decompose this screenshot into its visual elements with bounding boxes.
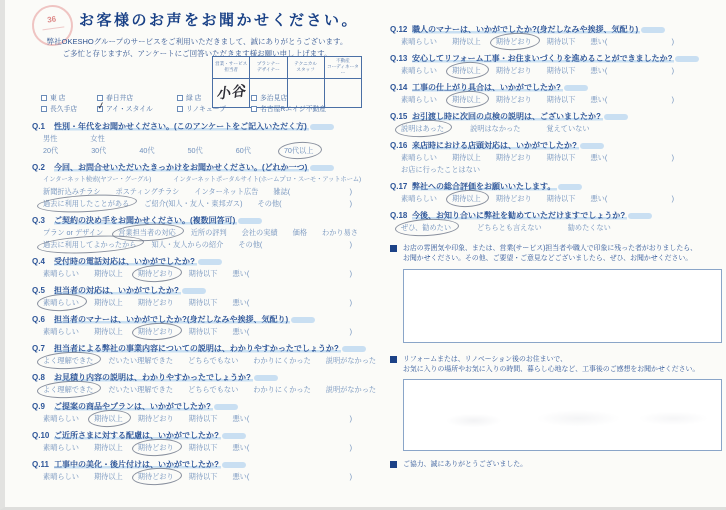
option: わかりにくかった — [253, 356, 311, 365]
question-number: Q.9 — [32, 402, 45, 411]
option: 期待どおり — [495, 194, 532, 203]
option: 悪い( — [232, 269, 250, 278]
option-row — [390, 193, 722, 205]
option-circled: 過去に利用してよかったから — [43, 240, 137, 249]
branch-label: 長久手店 — [50, 106, 78, 113]
highlight-swash — [214, 404, 238, 410]
branch-checkboxes — [41, 93, 326, 115]
option-circled: よく理解できた — [43, 385, 94, 394]
branch-row — [41, 104, 326, 115]
highlight-swash — [254, 375, 278, 381]
question-number: Q.17 — [390, 182, 408, 191]
stamp-number: 36 — [46, 14, 57, 25]
question-title: 性別・年代をお聞かせください。(このアンケートをご記入いただく方) — [54, 122, 307, 131]
option: ) — [671, 194, 674, 203]
staff-header-label: スタッフ — [296, 67, 315, 73]
option: ) — [349, 269, 352, 278]
option-circled: 過去に利用したことがある — [43, 199, 130, 208]
branch-option — [177, 104, 251, 115]
option: 価格 — [292, 228, 308, 237]
option: 期待以下 — [188, 269, 218, 278]
staff-header-label: 営業・サービス — [215, 61, 248, 67]
option: 期待以下 — [188, 472, 218, 481]
option: 会社の実績 — [241, 228, 278, 237]
highlight-swash — [641, 27, 665, 33]
question-number: Q.6 — [32, 315, 45, 324]
option: 素晴らしい — [401, 95, 437, 104]
option-circled: 期待以上 — [93, 414, 123, 423]
comment-header-text — [403, 244, 697, 265]
option: ) — [671, 66, 674, 75]
option: 40代 — [139, 146, 155, 155]
branch-label: アイ・スタイル — [106, 106, 153, 113]
option: 期待以下 — [546, 37, 576, 46]
option: 20代 — [43, 146, 59, 155]
option: 悪い( — [232, 414, 250, 423]
comment-header-line: お聞かせください。その他、ご要望・ご意見などございましたら、ぜひ、お聞かせください。 — [403, 255, 693, 263]
branch-label: 緑 店 — [186, 95, 202, 102]
branch-label: リノキューブ — [186, 106, 226, 113]
question-title-row — [32, 459, 378, 471]
highlight-swash — [342, 346, 366, 352]
option: 悪い( — [232, 327, 250, 336]
option: 悪い( — [232, 472, 250, 481]
highlight-swash — [238, 218, 262, 224]
option: 素晴らしい — [401, 153, 437, 162]
questions-right — [390, 24, 722, 234]
question-title: ご提案の商品やプランは、いかがでしたか? — [54, 402, 211, 411]
checkbox[interactable] — [177, 95, 183, 101]
question-q15 — [390, 111, 722, 135]
thanks-text: ご協力、誠にありがとうございました。 — [403, 461, 528, 469]
question-title: 受付時の電話対応は、いかがでしたか? — [54, 257, 195, 266]
highlight-swash — [222, 433, 246, 439]
option-row — [390, 152, 722, 164]
option-row — [32, 297, 378, 309]
question-title: 来店時における店頭対応は、いかがでしたか? — [412, 141, 577, 150]
square-bullet-icon — [390, 461, 397, 468]
option-row — [32, 198, 378, 210]
option: お店に行ったことはない — [401, 165, 481, 174]
option: ) — [349, 187, 352, 196]
question-title-row — [390, 140, 722, 152]
question-title: 今回、お問合せいただいたきっかけをお聞かせください。(どれか一つ) — [54, 163, 308, 172]
branch-label: 名古屋Rエイジ不動産 — [260, 106, 327, 113]
option-circled: 期待どおり — [137, 443, 174, 452]
option: 悪い( — [590, 194, 608, 203]
highlight-swash — [628, 213, 652, 219]
question-title: 安心してリフォーム工事・お住まいづくりを進めることができましたか? — [412, 54, 673, 63]
question-q2 — [32, 162, 378, 210]
question-title-row — [390, 82, 722, 94]
question-title-row — [32, 430, 378, 442]
question-q9 — [32, 401, 378, 425]
branch-option — [251, 93, 326, 104]
option-circled: 期待以上 — [451, 194, 481, 203]
question-title: ご契約の決め手をお聞かせください。(複数回答可) — [54, 216, 236, 225]
option: 期待以下 — [188, 327, 218, 336]
option: どちらとも言えない — [477, 223, 542, 232]
option-row — [32, 384, 378, 396]
option-row — [32, 145, 378, 157]
question-title: お見積り内容の説明は、わかりやすかったでしょうか? — [54, 373, 251, 382]
staff-header-label: テクニカル — [294, 61, 317, 67]
branch-label: 春日井店 — [106, 95, 134, 102]
checkbox[interactable] — [177, 106, 183, 112]
option: 期待以下 — [188, 414, 218, 423]
option-row — [390, 222, 722, 234]
question-q3 — [32, 215, 378, 251]
question-title: 担当者の対応は、いかがでしたか? — [54, 286, 179, 295]
question-q12 — [390, 24, 722, 48]
question-title: 工事中の美化・後片付けは、いかがでしたか? — [54, 460, 219, 469]
highlight-swash — [182, 288, 206, 294]
option: ) — [349, 240, 352, 249]
staff-header-label: プランナー — [256, 61, 280, 67]
question-number: Q.15 — [390, 112, 408, 121]
option: インターネットポータルサイト(ホームプロ・スーモ・アットホーム) — [173, 176, 361, 183]
highlight-swash — [198, 259, 222, 265]
option: どちらでもない — [188, 356, 239, 365]
option: 素晴らしい — [43, 472, 79, 481]
comment-header-line: お気に入りの場所やお気に入りの時間、暮らし心地など、工事後のご感想をお聞かせください。 — [403, 366, 700, 374]
staff-header-label: 不動産 — [335, 58, 350, 63]
option-row — [390, 164, 722, 176]
option: わかり易さ — [322, 228, 358, 237]
option: 悪い( — [590, 66, 608, 75]
option: 期待以下 — [546, 95, 576, 104]
checkbox[interactable] — [251, 95, 257, 101]
branch-row — [41, 93, 326, 104]
option: ) — [349, 472, 352, 481]
option: わかりにくかった — [253, 385, 311, 394]
option: 期待以上 — [451, 37, 481, 46]
option-row — [32, 133, 378, 145]
option: インターネット広告 — [194, 187, 259, 196]
highlight-swash — [291, 317, 315, 323]
intro-line-1: 弊社OKESHOグループのサービスをご利用いただきまして、誠にありがとうございます。 — [46, 37, 348, 46]
highlight-swash — [558, 184, 582, 190]
question-title: ご近所さまに対する配慮は、いかがでしたか? — [54, 431, 219, 440]
option: 期待以下 — [546, 153, 576, 162]
option-circled: 期待どおり — [137, 327, 174, 336]
option: 雑誌( — [273, 187, 291, 196]
question-number: Q.3 — [32, 216, 45, 225]
option: 悪い( — [590, 153, 608, 162]
branch-option — [41, 93, 97, 104]
question-number: Q.16 — [390, 141, 408, 150]
option: 悪い( — [232, 443, 250, 452]
branch-option — [97, 93, 177, 104]
square-bullet-icon — [390, 245, 397, 252]
question-q7 — [32, 343, 378, 367]
question-title-row — [390, 53, 722, 65]
option-row — [32, 326, 378, 338]
question-q18 — [390, 210, 722, 234]
option: 期待以上 — [93, 443, 123, 452]
staff-col-technical — [287, 57, 324, 79]
question-number: Q.2 — [32, 163, 45, 172]
option: 期待どおり — [495, 66, 532, 75]
question-number: Q.4 — [32, 257, 45, 266]
option-row — [32, 174, 378, 186]
question-number: Q.1 — [32, 122, 45, 131]
option: ) — [671, 37, 674, 46]
question-title-row — [390, 181, 722, 193]
option: ご紹介(知人・友人・東邦ガス) — [144, 199, 243, 208]
checkbox[interactable] — [251, 106, 257, 112]
highlight-swash — [564, 85, 588, 91]
option-circled: 説明はあった — [401, 124, 445, 133]
staff-col-planner — [250, 57, 287, 79]
option-row — [32, 442, 378, 454]
option: その他( — [238, 240, 263, 249]
option: 期待どおり — [137, 298, 174, 307]
option: 素晴らしい — [401, 194, 437, 203]
option: 素晴らしい — [43, 443, 79, 452]
option: 女性 — [90, 134, 105, 143]
option-circled: ぜひ、勧めたい — [401, 223, 452, 232]
question-number: Q.11 — [32, 460, 49, 469]
question-q16 — [390, 140, 722, 176]
question-title: 今後、お知り合いに弊社を勧めていただけますでしょうか? — [412, 211, 626, 220]
option: 30代 — [91, 146, 107, 155]
option: 期待以下 — [546, 194, 576, 203]
question-number: Q.18 — [390, 211, 408, 220]
option: 50代 — [187, 146, 203, 155]
option-circled: 素晴らしい — [43, 298, 79, 307]
question-title-row — [32, 215, 378, 227]
question-number: Q.10 — [32, 431, 50, 440]
option: 素晴らしい — [43, 269, 79, 278]
option-row — [32, 268, 378, 280]
option-circled: よく理解できた — [43, 356, 94, 365]
option: 悪い( — [590, 37, 608, 46]
comment-header-text — [403, 355, 699, 376]
question-q4 — [32, 256, 378, 280]
highlight-swash — [310, 165, 334, 171]
option-row — [32, 471, 378, 483]
option: 男性 — [43, 134, 58, 143]
option: どちらでもない — [188, 385, 239, 394]
option: ) — [349, 298, 352, 307]
option: 素晴らしい — [43, 327, 79, 336]
comment-section-impression — [390, 244, 722, 343]
question-number: Q.8 — [32, 373, 45, 382]
question-title-row — [390, 24, 722, 36]
staff-header-label: デザイナー — [257, 67, 280, 73]
highlight-swash — [604, 114, 628, 120]
question-title: 工事の仕上がり具合は、いかがでしたか? — [412, 83, 561, 92]
intro-line-2: ご多忙と存じますが、アンケートにご回答いただきます様お願い申し上げます。 — [62, 49, 332, 59]
option: 期待以下 — [188, 443, 218, 452]
option: 期待以上 — [93, 472, 123, 481]
option-circled: 70代以上 — [283, 146, 314, 155]
branch-option — [177, 93, 251, 104]
option: 知人・友人からの紹介 — [151, 240, 224, 249]
highlight-swash — [222, 462, 246, 468]
question-q5 — [32, 285, 378, 309]
option: 期待どおり — [137, 414, 174, 423]
option: 期待どおり — [495, 95, 532, 104]
option: 期待以下 — [546, 66, 576, 75]
question-number: Q.14 — [390, 83, 408, 92]
option: ) — [349, 414, 352, 423]
option-row — [32, 355, 378, 367]
option-circled: 期待以上 — [451, 95, 481, 104]
option: 素晴らしい — [401, 66, 437, 75]
staff-col-sales — [213, 57, 250, 79]
option-circled: 期待以上 — [451, 66, 481, 75]
option: 期待以上 — [93, 269, 123, 278]
question-q11 — [32, 459, 378, 483]
question-title: 職人のマナーは、いかがでしたか?(身だしなみや挨拶、気配り) — [412, 25, 639, 34]
option-row — [32, 413, 378, 425]
option: 期待どおり — [495, 153, 532, 162]
option-circled: 期待どおり — [137, 269, 174, 278]
option: インターネット検索(ヤフー・グーグル) — [43, 176, 152, 183]
option-row — [390, 65, 722, 77]
option: 期待以上 — [93, 298, 123, 307]
option: 素晴らしい — [43, 414, 79, 423]
option: 説明がなかった — [325, 356, 377, 365]
question-title-row — [32, 256, 378, 268]
branch-option — [97, 104, 177, 115]
option-row — [32, 239, 378, 251]
option: 60代 — [235, 146, 251, 155]
square-bullet-icon — [390, 356, 397, 363]
question-title: 担当者による弊社の事業内容についての説明は、わかりやすかったでしょうか? — [54, 344, 339, 353]
left-column — [32, 121, 378, 488]
branch-label: 多治見店 — [260, 95, 288, 102]
question-title: 担当者のマナーは、いかがでしたか?(身だしなみや挨拶、気配り) — [54, 315, 289, 324]
question-q17 — [390, 181, 722, 205]
question-q6 — [32, 314, 378, 338]
option: 期待以上 — [93, 327, 123, 336]
question-q13 — [390, 53, 722, 77]
handwritten-staff-name: 小谷 — [215, 82, 247, 102]
question-q10 — [32, 430, 378, 454]
highlight-swash — [675, 56, 699, 62]
question-number: Q.12 — [390, 25, 408, 34]
option: 悪い( — [232, 298, 250, 307]
comment-header-line: お店の雰囲気や印象、または、営業(サービス)担当者や職人で印象に残った者がおりましたら、 — [403, 245, 697, 252]
right-column — [390, 24, 722, 470]
option: 説明はなかった — [470, 124, 521, 133]
question-title: お引渡し時に次回の点検の説明は、ございましたか? — [412, 112, 601, 121]
comment-section-after-reform — [390, 355, 722, 452]
branch-option — [251, 104, 326, 115]
thanks-line — [390, 460, 722, 470]
option: プラン or デザイン — [43, 228, 104, 237]
comment-box-after-reform[interactable] — [403, 379, 722, 451]
question-number: Q.13 — [390, 54, 408, 63]
question-title-row — [32, 314, 378, 326]
branch-option — [41, 104, 97, 115]
option-row — [390, 36, 722, 48]
question-title-row — [32, 162, 378, 174]
highlight-swash — [580, 143, 604, 149]
option: 期待以下 — [188, 298, 218, 307]
option: ) — [671, 95, 674, 104]
question-q14 — [390, 82, 722, 106]
branch-label: 東 店 — [50, 95, 66, 102]
question-title-row — [32, 401, 378, 413]
option: ) — [349, 199, 352, 208]
option: ) — [349, 443, 352, 452]
option-circled: 営業担当者の対応 — [118, 228, 176, 237]
option: 悪い( — [590, 95, 608, 104]
staff-header-row — [213, 57, 362, 79]
checkbox-checked[interactable] — [97, 106, 103, 112]
question-title: 弊社への総合評価をお願いいたします。 — [412, 182, 556, 191]
page-title: お客様のお声をお聞かせください。 — [79, 12, 360, 29]
option: 覚えていない — [546, 124, 590, 133]
staff-name-cell — [324, 78, 361, 107]
option-circled: 期待どおり — [137, 472, 174, 481]
option: だいたい理解できた — [108, 356, 174, 365]
option: 説明がなかった — [325, 385, 377, 394]
question-q8 — [32, 372, 378, 396]
checkbox[interactable] — [41, 106, 47, 112]
question-number: Q.7 — [32, 344, 45, 353]
option-row — [390, 94, 722, 106]
staff-header-label: コーディネーター — [326, 64, 359, 76]
question-number: Q.5 — [32, 286, 45, 295]
option: その他( — [257, 199, 282, 208]
highlight-swash — [310, 124, 334, 130]
option: 素晴らしい — [401, 37, 437, 46]
staff-col-realestate — [324, 57, 361, 79]
option-row — [390, 123, 722, 135]
option: 期待以上 — [451, 153, 481, 162]
question-title-row — [32, 121, 378, 133]
checkbox[interactable] — [41, 95, 47, 101]
question-title-row — [32, 285, 378, 297]
option: だいたい理解できた — [108, 385, 174, 394]
option: 勧めたくない — [567, 223, 611, 232]
option-circled: 期待どおり — [495, 37, 532, 46]
question-q1 — [32, 121, 378, 157]
option: 新聞折込みチラシ — [43, 187, 101, 196]
option: ) — [671, 153, 674, 162]
option: 近所の評判 — [190, 228, 227, 237]
comment-box-impression[interactable] — [403, 269, 722, 343]
option: ) — [349, 327, 352, 336]
comment-header-line: リフォームまたは、リノベーション後のお住まいで、 — [403, 355, 568, 363]
staff-header-label: 担当者 — [224, 67, 239, 73]
option: ポスティングチラシ — [115, 187, 180, 196]
